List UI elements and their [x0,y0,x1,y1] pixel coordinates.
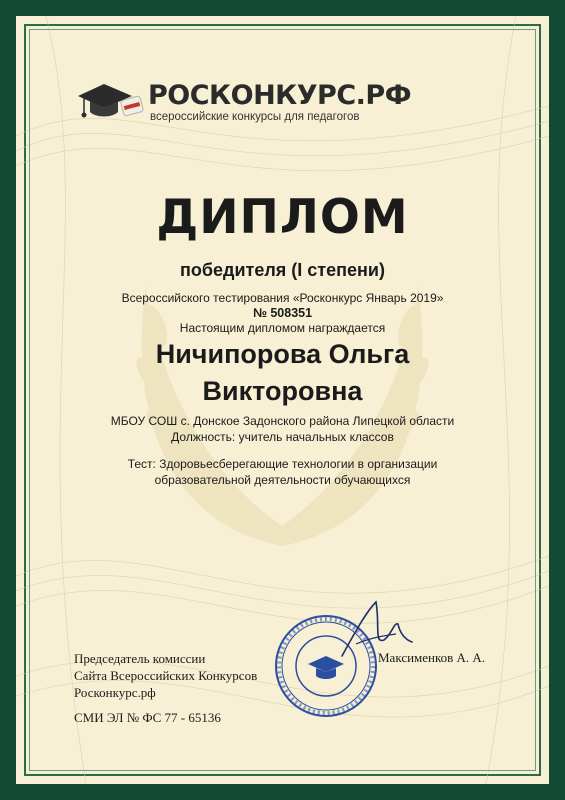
signatory-site: Росконкурс.рф [74,685,156,700]
logo-subtitle: всероссийские конкурсы для педагогов [150,110,360,123]
official-stamp [274,614,378,718]
signatory-block [74,650,257,701]
guilloche-pattern [16,16,549,784]
diploma-paper [16,16,549,784]
position-text: Должность: учитель начальных классов [171,430,394,444]
laurel-wreath-watermark [116,226,449,556]
recipient-name-line2: Викторовна [202,376,363,406]
smi-registration: СМИ ЭЛ № ФС 77 - 65136 [74,710,221,725]
graduation-cap-icon [74,78,146,126]
diploma-degree: победителя (I степени) [180,260,385,280]
school-name: МБОУ СОШ с. Донское Задонского района Липецкой области [110,414,455,428]
logo-title: РОСКОНКУРС.РФ [148,79,411,111]
event-title: Всероссийского тестирования «Росконкурс Январь 2019» [121,291,444,305]
roskonkurs-logo [74,78,411,126]
test-title-line2: образовательной деятельности обучающихся [154,473,411,487]
signatory-organization: Сайта Всероссийских Конкурсов [74,668,258,683]
signature-mark [336,594,416,664]
signer-name: Максименков А. А. [378,650,486,665]
diploma-heading: ДИПЛОМ [156,190,409,245]
recipient-name-line1: Ничипорова Ольга [155,339,410,369]
awarded-text: Настоящим дипломом награждается [179,321,386,335]
diploma-number: № 508351 [252,306,313,320]
signatory-title: Председатель комиссии [74,651,206,666]
test-title-line1: Тест: Здоровьесберегающие технологии в организации [127,457,438,471]
